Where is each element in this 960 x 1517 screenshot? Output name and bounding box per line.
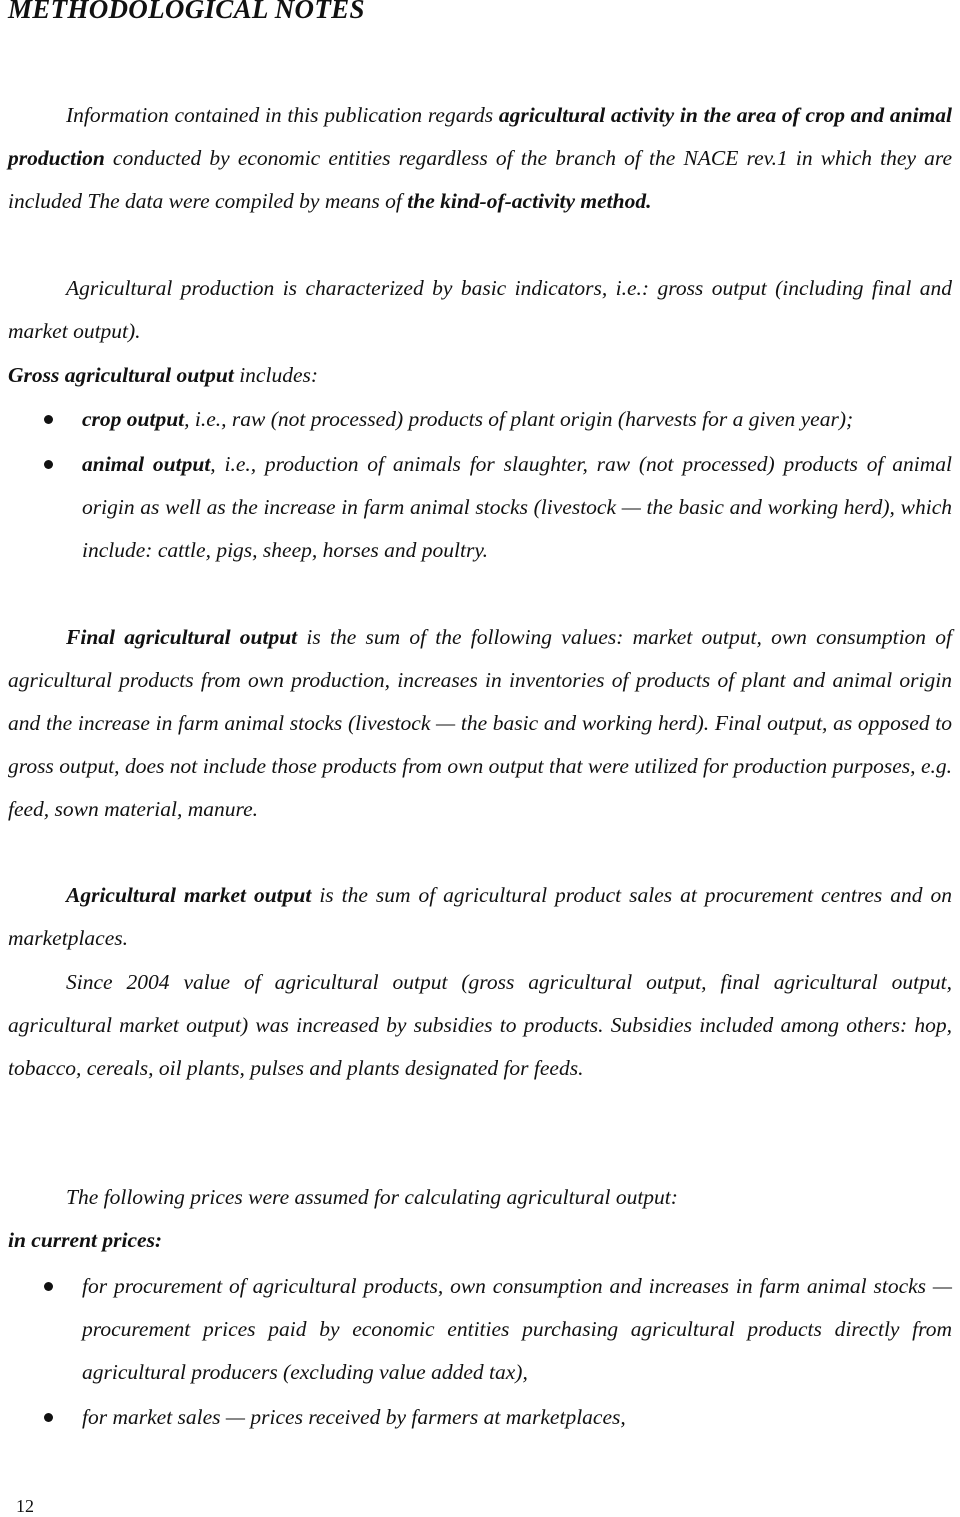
indicators-paragraph: Agricultural production is characterized by basic indicators, i.e.: gross output (including final and market output). xyxy=(8,276,952,343)
prices-intro: The following prices were assumed for calculating agricultural output: xyxy=(66,1185,678,1209)
list-item: animal output, i.e., production of animals for slaughter, raw (not processed) products of animal origin as well as the increase in farm animal stocks (livestock — the basic and working herd), which include: cattle, pigs, sheep, horses and poultry. xyxy=(8,443,952,572)
page-number: 12 xyxy=(16,1496,34,1516)
list-item: for procurement of agricultural products, own consumption and increases in farm animal stocks — procurement prices paid by economic entities purchasing agricultural products directly from agricultural producers (excluding value added tax), xyxy=(8,1265,952,1394)
bullet-icon xyxy=(44,460,53,469)
final-output-paragraph: Final agricultural output is the sum of the following values: market output, own consumption of agricultural products from own production, increases in inventories of products of plant and animal origin and the increase in farm animal stocks (livestock — the basic and working herd). Final output, as opposed to gross output, does not include those products from own output that were utilized for production purposes, e.g. feed, sown material, manure. xyxy=(8,625,953,821)
list-item: crop output, i.e., raw (not processed) products of plant origin (harvests for a given year); xyxy=(8,398,952,441)
bullet-icon xyxy=(44,415,53,424)
current-prices-heading: in current prices: xyxy=(8,1228,163,1252)
gross-output-heading: Gross agricultural output includes: xyxy=(8,363,319,387)
market-output-paragraph: Agricultural market output is the sum of agricultural product sales at procurement centres and on marketplaces. xyxy=(8,883,952,950)
intro-paragraph: Information contained in this publication regards agricultural activity in the area of crop and animal production conducted by economic entities regardless of the branch of the NACE rev.1 in which they are included The data were compiled by means of the kind-of-activity method. xyxy=(8,103,952,213)
current-prices-list xyxy=(8,1265,952,1439)
subsidies-paragraph: Since 2004 value of agricultural output (gross agricultural output, final agricultural output, agricultural market output) was increased by subsidies to products. Subsidies included among others: hop, tobacco, cereals, oil plants, pulses and plants designated for feeds. xyxy=(8,970,952,1080)
list-item: for market sales — prices received by farmers at marketplaces, xyxy=(8,1396,952,1439)
bullet-icon xyxy=(44,1282,53,1291)
page-title: METHODOLOGICAL NOTES xyxy=(8,0,365,24)
gross-output-list xyxy=(8,398,952,572)
bullet-icon xyxy=(44,1413,53,1422)
